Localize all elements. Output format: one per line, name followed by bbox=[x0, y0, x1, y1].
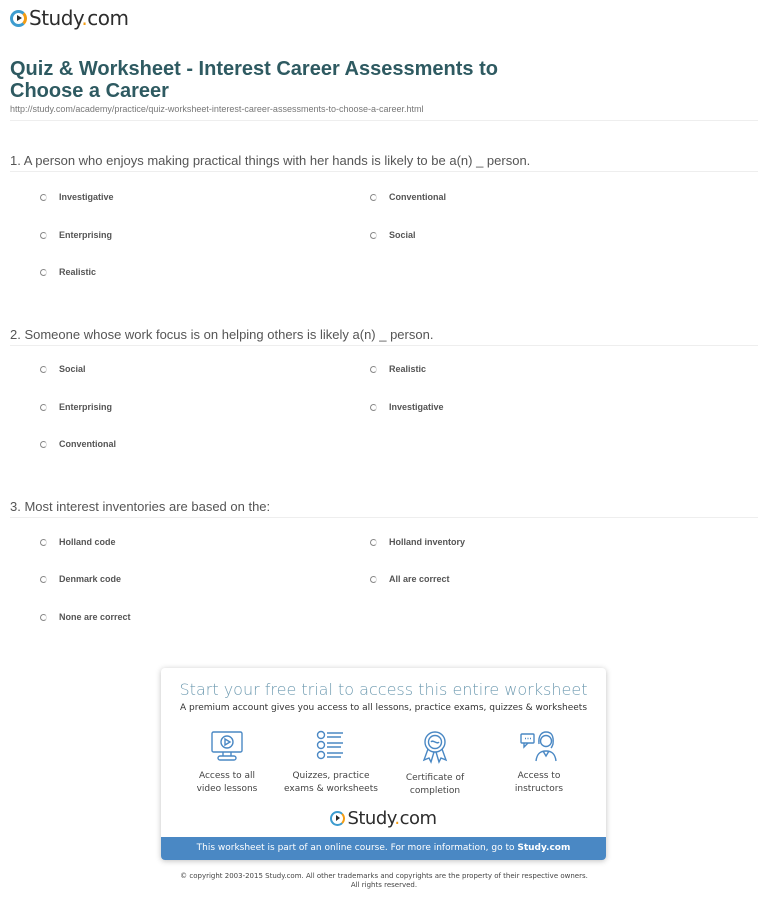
q1-option-1[interactable]: Investigative bbox=[40, 192, 114, 202]
play-logo-icon bbox=[330, 811, 345, 826]
title-line-2: Choose a Career bbox=[10, 80, 169, 102]
certificate-ribbon-icon bbox=[421, 730, 449, 764]
free-trial-promo[interactable] bbox=[161, 668, 606, 860]
q3-option-3[interactable]: Denmark code bbox=[40, 574, 121, 584]
radio-button-icon[interactable] bbox=[370, 194, 377, 201]
radio-button-icon[interactable] bbox=[40, 194, 47, 201]
title-line-1: Quiz & Worksheet - Interest Career Assessments to bbox=[10, 58, 498, 80]
study-link[interactable]: Study.com bbox=[517, 843, 571, 853]
radio-button-icon[interactable] bbox=[40, 614, 47, 621]
promo-subhead: A premium account gives you access to all lessons, practice exams, quizzes & worksheets bbox=[179, 703, 588, 713]
promo-headline[interactable]: Start your free trial to access this entire worksheet bbox=[179, 680, 588, 699]
question-3-divider bbox=[10, 517, 758, 518]
radio-button-icon[interactable] bbox=[370, 576, 377, 583]
logo-text: Study.com bbox=[29, 6, 129, 30]
radio-button-icon[interactable] bbox=[40, 404, 47, 411]
study-logo[interactable] bbox=[10, 6, 128, 30]
radio-button-icon[interactable] bbox=[40, 232, 47, 239]
copyright-footer: © copyright 2003-2015 Study.com. All other trademarks and copyrights are the property of their respective owners. All rights reserved. bbox=[180, 872, 588, 889]
play-logo-icon bbox=[10, 10, 27, 27]
question-1-text: 1. A person who enjoys making practical things with her hands is likely to be a(n) _ person. bbox=[10, 153, 531, 168]
question-1-divider bbox=[10, 171, 758, 172]
question-2-divider bbox=[10, 345, 758, 346]
q3-option-2[interactable]: Holland inventory bbox=[370, 537, 465, 547]
q3-option-5[interactable]: None are correct bbox=[40, 612, 131, 622]
q1-option-4[interactable]: Social bbox=[370, 230, 416, 240]
radio-button-icon[interactable] bbox=[370, 232, 377, 239]
radio-button-icon[interactable] bbox=[40, 539, 47, 546]
radio-button-icon[interactable] bbox=[40, 441, 47, 448]
feature-video-lessons: Access to all video lessons bbox=[177, 730, 277, 796]
q3-option-4[interactable]: All are correct bbox=[370, 574, 450, 584]
radio-button-icon[interactable] bbox=[370, 404, 377, 411]
q2-option-5[interactable]: Conventional bbox=[40, 439, 116, 449]
question-2-text: 2. Someone whose work focus is on helping others is likely a(n) _ person. bbox=[10, 327, 434, 342]
quiz-list-icon bbox=[315, 730, 347, 762]
q3-option-1[interactable]: Holland code bbox=[40, 537, 116, 547]
q1-option-5[interactable]: Realistic bbox=[40, 267, 96, 277]
page-title bbox=[10, 58, 570, 102]
question-3-text: 3. Most interest inventories are based on the: bbox=[10, 499, 271, 514]
feature-instructors: Access to instructors bbox=[489, 730, 589, 796]
video-monitor-icon bbox=[210, 730, 244, 762]
q2-option-3[interactable]: Enterprising bbox=[40, 402, 112, 412]
feature-quizzes: Quizzes, practice exams & worksheets bbox=[281, 730, 381, 796]
radio-button-icon[interactable] bbox=[370, 539, 377, 546]
promo-info-bar: This worksheet is part of an online course. For more information, go to Study.com bbox=[161, 837, 606, 860]
q2-option-1[interactable]: Social bbox=[40, 364, 86, 374]
radio-button-icon[interactable] bbox=[40, 269, 47, 276]
header-divider bbox=[10, 120, 758, 121]
instructor-chat-icon bbox=[520, 730, 558, 762]
radio-button-icon[interactable] bbox=[40, 576, 47, 583]
promo-study-logo[interactable]: Study.com bbox=[161, 808, 606, 829]
q2-option-4[interactable]: Investigative bbox=[370, 402, 444, 412]
q1-option-2[interactable]: Conventional bbox=[370, 192, 446, 202]
q2-option-2[interactable]: Realistic bbox=[370, 364, 426, 374]
radio-button-icon[interactable] bbox=[370, 366, 377, 373]
radio-button-icon[interactable] bbox=[40, 366, 47, 373]
page-url[interactable]: http://study.com/academy/practice/quiz-worksheet-interest-career-assessments-to-choose-a-career.html bbox=[10, 104, 424, 114]
q1-option-3[interactable]: Enterprising bbox=[40, 230, 112, 240]
feature-certificate: Certificate of completion bbox=[385, 730, 485, 798]
